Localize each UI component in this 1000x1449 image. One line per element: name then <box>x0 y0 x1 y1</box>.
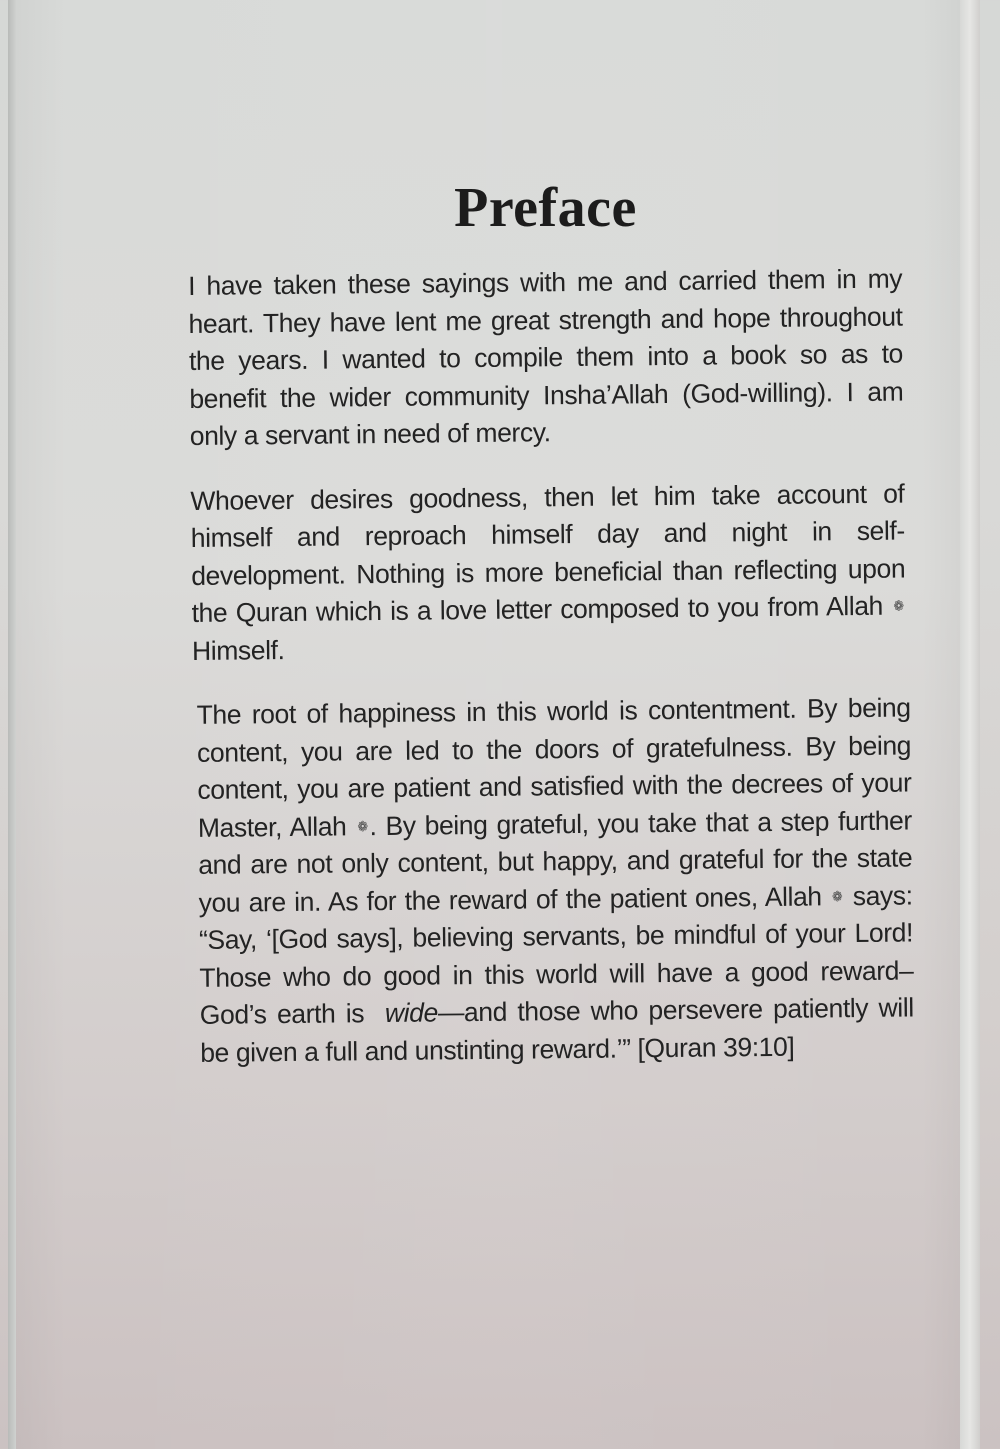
honorific-symbol-icon: ❁ <box>893 597 904 614</box>
paragraph-2 <box>190 475 906 670</box>
italic-word: wide <box>384 997 439 1028</box>
paragraph-3 <box>196 689 914 1071</box>
paragraph-3-text-1: The root of happiness in this world is contentment. By being content, you are led to the doors of gratefulness. By being content, you are patient and satisfied with the decrees of your Master, Allah <box>196 692 912 843</box>
paragraph-3-text-3: says: “Say, ‘[God says], believing servants, be mindful of your Lord! Those who do good in this world will have a good reward– God’s earth is <box>198 879 914 1030</box>
paragraph-3-text-2: . By being grateful, you take that a step further and are not only content, but happy, and grateful for the state you are in. As for the reward of the patient ones, Allah <box>198 804 913 918</box>
preface-body <box>188 261 914 1099</box>
book-page <box>8 0 980 1449</box>
paragraph-2-text-end: Himself. <box>191 634 285 666</box>
honorific-symbol-icon: ❁ <box>832 887 843 904</box>
honorific-symbol-icon: ❁ <box>357 817 368 834</box>
page-title: Preface <box>454 176 637 239</box>
paragraph-3-text-4: —and those who persevere patiently will be given a full and unstinting reward.’” [Quran 39:10] <box>200 992 914 1068</box>
paragraph-2-text: Whoever desires goodness, then let him take account of himself and reproach himself day and night in self-development. Nothing is more beneficial than reflecting upon the Quran which is a love letter composed to you from Allah <box>190 478 906 628</box>
paragraph-1-text: I have taken these sayings with me and carried them in my heart. They have lent me great strength and hope throughout the years. I wanted to compile them into a book so as to benefit the wider community Insha’Allah (God-willing). I am only a servant in need of mercy. <box>188 263 904 451</box>
paragraph-1 <box>188 261 904 456</box>
